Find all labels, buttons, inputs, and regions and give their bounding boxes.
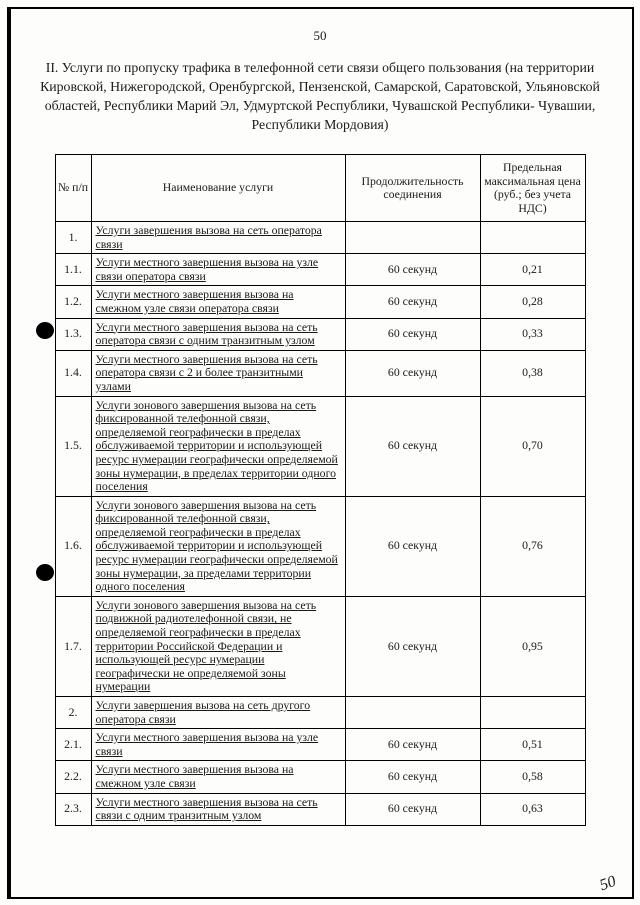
price: 0,28 <box>480 286 585 318</box>
row-number: 2. <box>55 697 91 729</box>
price <box>480 697 585 729</box>
price: 0,70 <box>480 396 585 496</box>
header-row-number: № п/п <box>55 155 91 222</box>
duration: 60 секунд <box>345 254 480 286</box>
table-row <box>55 350 585 396</box>
document-title: II. Услуги по пропуску трафика в телефонной сети связи общего пользования (на территории Кировской, Нижегородской, Оренбургской, Пензенской, Самарской, Саратовской, Ульяновской областей, Республики Марий Эл, Удмуртской Республики, Чувашской Республики- Чувашии, Республики Мордовия) <box>40 60 600 132</box>
table-row <box>55 496 585 596</box>
duration: 60 секунд <box>345 396 480 496</box>
table-row <box>55 761 585 793</box>
duration: 60 секунд <box>345 761 480 793</box>
price: 0,51 <box>480 729 585 761</box>
price: 0,21 <box>480 254 585 286</box>
row-number: 1.5. <box>55 396 91 496</box>
duration: 60 секунд <box>345 318 480 350</box>
service-name: Услуги местного завершения вызова на сеть связи с одним транзитным узлом <box>91 793 345 825</box>
table-row <box>55 697 585 729</box>
price: 0,95 <box>480 596 585 696</box>
service-name: Услуги завершения вызова на сеть другого оператора связи <box>91 697 345 729</box>
price: 0,58 <box>480 761 585 793</box>
row-number: 2.3. <box>55 793 91 825</box>
row-number: 1.1. <box>55 254 91 286</box>
service-name: Услуги зонового завершения вызова на сеть фиксированной телефонной связи, определяемой географически в пределах обслуживаемой территории и использующей ресурс нумерации географически определяемой зоны нумерации, в пределах территории одного поселения <box>91 396 345 496</box>
row-number: 1.4. <box>55 350 91 396</box>
duration: 60 секунд <box>345 729 480 761</box>
service-name: Услуги зонового завершения вызова на сеть подвижной радиотелефонной связи, не определяемой географически в пределах территории Российской Федерации и использующей ресурс нумерации географически не определяемой зоны нумерации <box>91 596 345 696</box>
table-row <box>55 729 585 761</box>
row-number: 1.3. <box>55 318 91 350</box>
page-number-top: 50 <box>313 28 327 43</box>
row-number: 1.2. <box>55 286 91 318</box>
price: 0,63 <box>480 793 585 825</box>
table-row <box>55 318 585 350</box>
duration: 60 секунд <box>345 350 480 396</box>
price: 0,38 <box>480 350 585 396</box>
header-service-name: Наименование услуги <box>91 155 345 222</box>
row-number: 2.1. <box>55 729 91 761</box>
price <box>480 222 585 254</box>
table-row <box>55 396 585 496</box>
tariff-table-body <box>55 222 585 826</box>
header-row <box>55 155 585 222</box>
row-number: 2.2. <box>55 761 91 793</box>
table-row <box>55 793 585 825</box>
header-price: Предельная максимальная цена (руб.; без учета НДС) <box>480 155 585 222</box>
service-name: Услуги местного завершения вызова на узле связи оператора связи <box>91 254 345 286</box>
service-name: Услуги местного завершения вызова на сеть оператора связи с 2 и более транзитными узлами <box>91 350 345 396</box>
page-content <box>14 12 626 826</box>
service-name: Услуги местного завершения вызова на смежном узле связи оператора связи <box>91 286 345 318</box>
duration <box>345 697 480 729</box>
price: 0,33 <box>480 318 585 350</box>
service-name: Услуги местного завершения вызова на сеть оператора связи с одним транзитным узлом <box>91 318 345 350</box>
duration: 60 секунд <box>345 596 480 696</box>
row-number: 1.7. <box>55 596 91 696</box>
service-name: Услуги завершения вызова на сеть оператора связи <box>91 222 345 254</box>
table-row <box>55 222 585 254</box>
page-number-handwritten: 50 <box>597 872 619 895</box>
table-row <box>55 596 585 696</box>
row-number: 1.6. <box>55 496 91 596</box>
duration: 60 секунд <box>345 286 480 318</box>
service-name: Услуги местного завершения вызова на смежном узле связи <box>91 761 345 793</box>
table-row <box>55 286 585 318</box>
duration: 60 секунд <box>345 496 480 596</box>
price: 0,76 <box>480 496 585 596</box>
header-duration: Продолжительность соединения <box>345 155 480 222</box>
tariff-table <box>55 154 586 826</box>
table-row <box>55 254 585 286</box>
duration: 60 секунд <box>345 793 480 825</box>
service-name: Услуги зонового завершения вызова на сеть фиксированной телефонной связи, определяемой географически в пределах обслуживаемой территории и использующей ресурс нумерации географически определяемой зоны нумерации, за пределами территории одного поселения <box>91 496 345 596</box>
service-name: Услуги местного завершения вызова на узле связи <box>91 729 345 761</box>
duration <box>345 222 480 254</box>
tariff-table-header <box>55 155 585 222</box>
row-number: 1. <box>55 222 91 254</box>
